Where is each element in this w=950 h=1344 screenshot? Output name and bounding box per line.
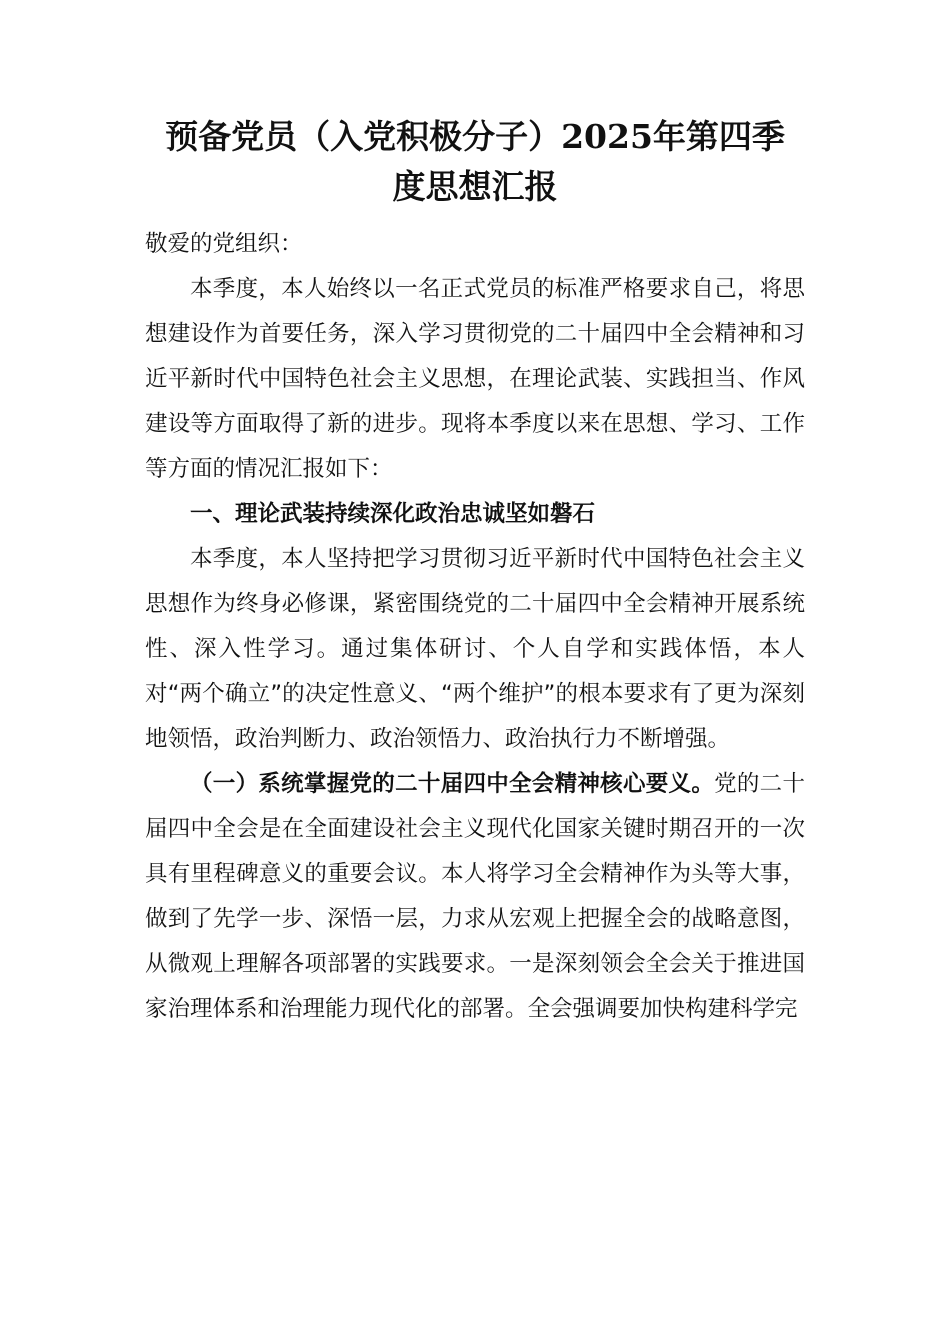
intro-paragraph: 本季度，本人始终以一名正式党员的标准严格要求自己，将思想建设作为首要任务，深入学习贯彻党的二十届四中全会精神和习近平新时代中国特色社会主义思想，在理论武装、实践担当、作风建设等方面取得了新的进步。现将本季度以来在思想、学习、工作等方面的情况汇报如下：: [145, 276, 805, 482]
subsection-1-paragraph: [145, 762, 805, 1032]
document-body: [145, 222, 805, 1032]
section-1-heading: 一、理论武装持续深化政治忠诚坚如磐石: [190, 501, 596, 527]
subsection-1-body: 党的二十届四中全会是在全面建设社会主义现代化国家关键时期召开的一次具有里程碑意义的重要会议。本人将学习全会精神作为头等大事，做到了先学一步、深悟一层，力求从宏观上把握全会的战略意图，从微观上理解各项部署的实践要求。一是深刻领会全会关于推进国家治理体系和治理能力现代化的部署。全会强调要加快构建科学完: [145, 771, 805, 1022]
title-line-2: 度思想汇报: [392, 167, 558, 206]
title-line-1: 预备党员（入党积极分子）2025年第四季: [165, 117, 785, 156]
section-1-paragraph: 本季度，本人坚持把学习贯彻习近平新时代中国特色社会主义思想作为终身必修课，紧密围绕党的二十届四中全会精神开展系统性、深入性学习。通过集体研讨、个人自学和实践体悟，本人对“两个确立”的决定性意义、“两个维护”的根本要求有了更为深刻地领悟，政治判断力、政治领悟力、政治执行力不断增强。: [145, 546, 805, 752]
salutation: 敬爱的党组织：: [145, 231, 303, 257]
subsection-1-heading: （一）系统掌握党的二十届四中全会精神核心要义。: [190, 771, 715, 797]
document-title: [145, 112, 805, 212]
